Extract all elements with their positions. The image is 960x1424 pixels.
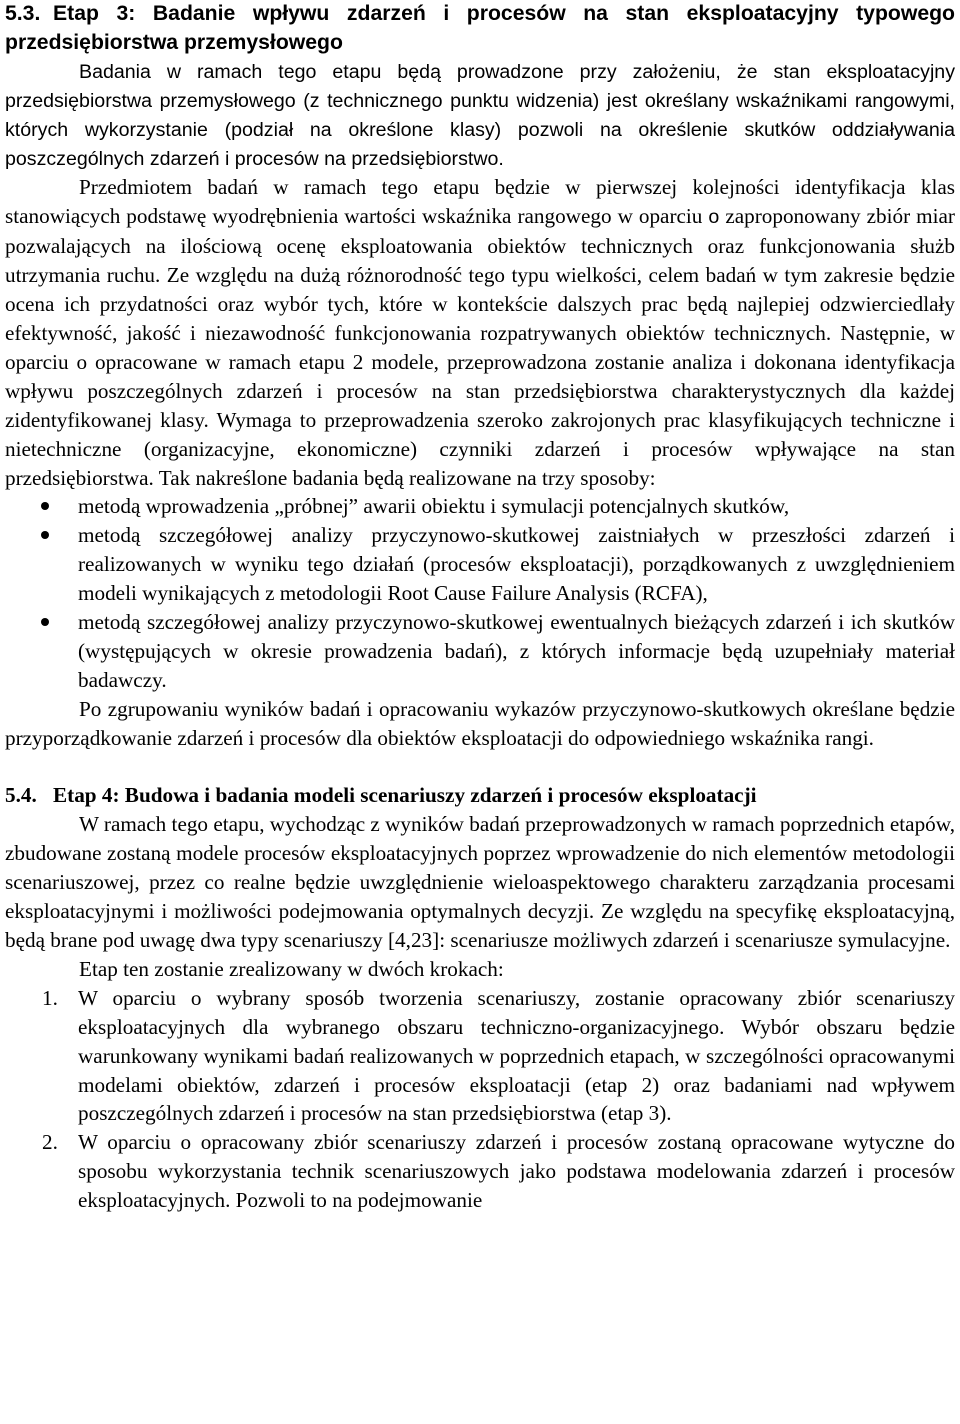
- numbered-step: [5, 984, 955, 1129]
- section-5-3-paragraph-2-sans-o: o: [708, 206, 720, 229]
- section-5-4-heading: [5, 781, 955, 810]
- section-5-4-intro: Etap ten zostanie zrealizowany w dwóch krokach:: [79, 956, 504, 981]
- section-5-4-paragraph-1: W ramach tego etapu, wychodząc z wyników badań przeprowadzonych w ramach poprzednich etapów, zbudowane zostaną modele procesów eksploatacyjnych poprzez wprowadzenie do nich elementów metodologii scenariuszowej, przez co realne będzie uwzględnienie wieloaspektowego charakteru zarządzania procesami eksploatacyjnymi i możliwości podejmowania optymalnych decyzji. Ze względu na specyfikę eksploatacyjną, będą brane pod uwagę dwa typy scenariuszy [4,23]: scenariusze możliwych zdarzeń i scenariusze symulacyjne.: [5, 812, 955, 952]
- section-5-3-bullet-list: [5, 492, 955, 694]
- step-number: 1.: [42, 985, 58, 1010]
- section-5-3-paragraph-2: [5, 173, 955, 492]
- step-text: W oparciu o opracowany zbiór scenariuszy zdarzeń i procesów zostaną opracowane wytyczne do sposobu wykorzystania technik scenariuszowych jako podstawa modelowania zdarzeń i procesów eksploatacyjnych. Pozwoli to na podejmowanie: [78, 1130, 955, 1213]
- section-5-3-paragraph-2-part-2: zaproponowany zbiór miar pozwalających na ilościową ocenę eksploatowania obiektów technicznych oraz funkcjonowania służb utrzymania ruchu. Ze względu na dużą różnorodność tego typu wielkości, celem badań w tym zakresie będzie ocena ich przydatności oraz wybór tych, które w kontekście dalszych prac będą najlepiej odzwierciedlały efektywność, jakość i niezawodność funkcjonowania rozpatrywanych obiektów technicznych. Następnie, w oparciu o opracowane w ramach etapu 2 modele, przeprowadzona zostanie analiza i dokonana identyfikacja wpływu poszczególnych zdarzeń i procesów na stan przedsiębiorstwa charakterystycznych dla każdej zidentyfikowanej klasy. Wymaga to przeprowadzenia szeroko zakrojonych prac klasyfikujących techniczne i nietechniczne (organizacyjne, ekonomiczne) czynniki zdarzeń i procesów wpływające na stan przedsiębiorstwa. Tak nakreślone badania będą realizowane na trzy sposoby:: [5, 204, 955, 490]
- section-5-3-paragraph-2-part-1: Przedmiotem badań w ramach tego etapu będzie w pierwszej kolejności identyfikacja klas stanowiących podstawę wyodrębnienia wartości wskaźnika rangowego w oparciu: [5, 175, 955, 229]
- section-gap: [5, 753, 955, 782]
- section-5-3-paragraph-3: Po zgrupowaniu wyników badań i opracowaniu wykazów przyczynowo-skutkowych określane będzie przyporządkowanie zdarzeń i procesów dla obiektów eksploatacji do odpowiedniego wskaźnika rangi.: [5, 696, 955, 750]
- bullet-item: metodą wprowadzenia „próbnej” awarii obiektu i symulacji potencjalnych skutków,: [5, 492, 955, 521]
- section-5-4-title: Etap 4: Budowa i badania modeli scenariuszy zdarzeń i procesów eksploatacji: [53, 783, 757, 808]
- section-5-4-step-list: [5, 984, 955, 1215]
- section-5-3-paragraph-1: Badania w ramach tego etapu będą prowadzone przy założeniu, że stan eksploatacyjny przedsiębiorstwa przemysłowego (z technicznego punktu widzenia) jest określany wskaźnikami rangowymi, których wykorzystanie (podział na określone klasy) pozwoli na określenie skutków oddziaływania poszczególnych zdarzeń i procesów na przedsiębiorstwo.: [5, 60, 955, 170]
- section-5-3-heading: [5, 0, 955, 58]
- numbered-step: [5, 1128, 955, 1215]
- bullet-item: metodą szczegółowej analizy przyczynowo-skutkowej zaistniałych w przeszłości zdarzeń i realizowanych w wyniku tego działań (procesów eksploatacji), porządkowanych z uwzględnieniem modeli wynikających z metodologii Root Cause Failure Analysis (RCFA),: [5, 521, 955, 608]
- section-5-3-title: Etap 3: Badanie wpływu zdarzeń i procesów na stan eksploatacyjny typowego przedsiębiorstwa przemysłowego: [5, 2, 955, 54]
- section-5-4-number: 5.4.: [5, 783, 37, 808]
- step-number: 2.: [42, 1130, 58, 1155]
- section-5-3-number: 5.3.: [5, 2, 41, 25]
- bullet-item: metodą szczegółowej analizy przyczynowo-skutkowej ewentualnych bieżących zdarzeń i ich skutków (występujących w okresie prowadzenia badań), z których informacje będą uzupełniały materiał badawczy.: [5, 608, 955, 695]
- step-text: W oparciu o wybrany sposób tworzenia scenariuszy, zostanie opracowany zbiór scenariuszy eksploatacyjnych dla wybranego obszaru techniczno-organizacyjnego. Wybór obszaru będzie warunkowany wynikami badań realizowanych w poprzednich etapach, w szczególności opracowanymi modelami obiektów, zdarzeń i procesów eksploatacji (etap 2) oraz badaniami nad wpływem poszczególnych zdarzeń i procesów na stan przedsiębiorstwa (etap 3).: [78, 985, 955, 1126]
